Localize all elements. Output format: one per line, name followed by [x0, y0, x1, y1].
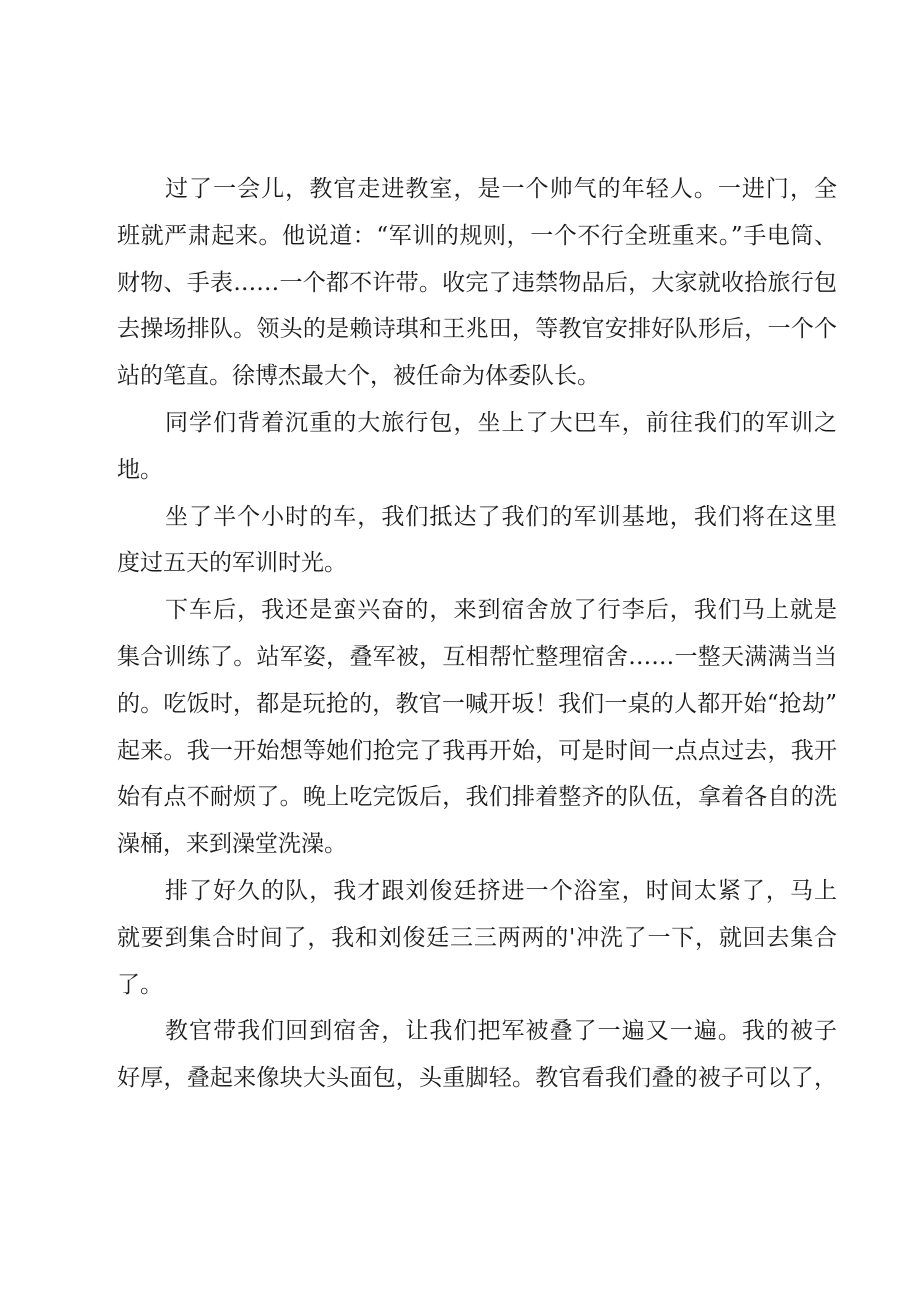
paragraph [117, 868, 837, 1008]
paragraph [117, 400, 837, 494]
text-line: 过了一会儿，教官走进教室，是一个帅气的年轻人。一进门，全 [165, 176, 837, 202]
text-line: 班就严肃起来。他说道：“军训的规则，一个不行全班重来。”手电筒、 [117, 222, 837, 249]
text-line: 教官带我们回到宿舍，让我们把军被叠了一遍又一遍。我的被子 [165, 1018, 837, 1045]
paragraph [117, 1008, 837, 1102]
text-line: 起来。我一开始想等她们抢完了我再开始，可是时间一点点过去，我开 [117, 737, 837, 764]
text-line: 同学们背着沉重的大旅行包，坐上了大巴车，前往我们的军训之 [165, 409, 837, 436]
paragraph [117, 587, 837, 868]
text-line: 去操场排队。领头的是赖诗琪和王兆田，等教官安排好队形后，一个个 [117, 316, 837, 343]
text-line: 就要到集合时间了，我和刘俊廷三三两两的'冲洗了一下，就回去集合 [117, 924, 837, 951]
text-line: 好厚，叠起来像块大头面包，头重脚轻。教官看我们叠的被子可以了， [117, 1065, 837, 1092]
text-line: 始有点不耐烦了。晚上吃完饭后，我们排着整齐的队伍，拿着各自的洗 [117, 784, 837, 811]
text-line: 下车后，我还是蛮兴奋的，来到宿舍放了行李后，我们马上就是 [165, 597, 837, 624]
text-line: 度过五天的军训时光。 [117, 550, 347, 577]
text-line: 的。吃饭时，都是玩抢的，教官一喊开坂！我们一桌的人都开始“抢劫” [117, 690, 837, 717]
paragraph [117, 166, 837, 400]
text-line: 地。 [117, 456, 163, 483]
text-line: 集合训练了。站军姿，叠军被，互相帮忙整理宿舍……一整天满满当当 [117, 643, 837, 670]
text-line: 站的笔直。徐博杰最大个，被任命为体委队长。 [117, 363, 600, 390]
text-line: 澡桶，来到澡堂洗澡。 [117, 831, 347, 858]
text-line: 财物、手表……一个都不许带。收完了违禁物品后，大家就收拾旅行包 [117, 269, 837, 296]
document-body [117, 166, 837, 1102]
text-line: 坐了半个小时的车，我们抵达了我们的军训基地，我们将在这里 [165, 503, 837, 530]
text-line: 排了好久的队，我才跟刘俊廷挤进一个浴室，时间太紧了，马上 [165, 877, 837, 904]
text-line: 了。 [117, 971, 163, 998]
paragraph [117, 494, 837, 588]
